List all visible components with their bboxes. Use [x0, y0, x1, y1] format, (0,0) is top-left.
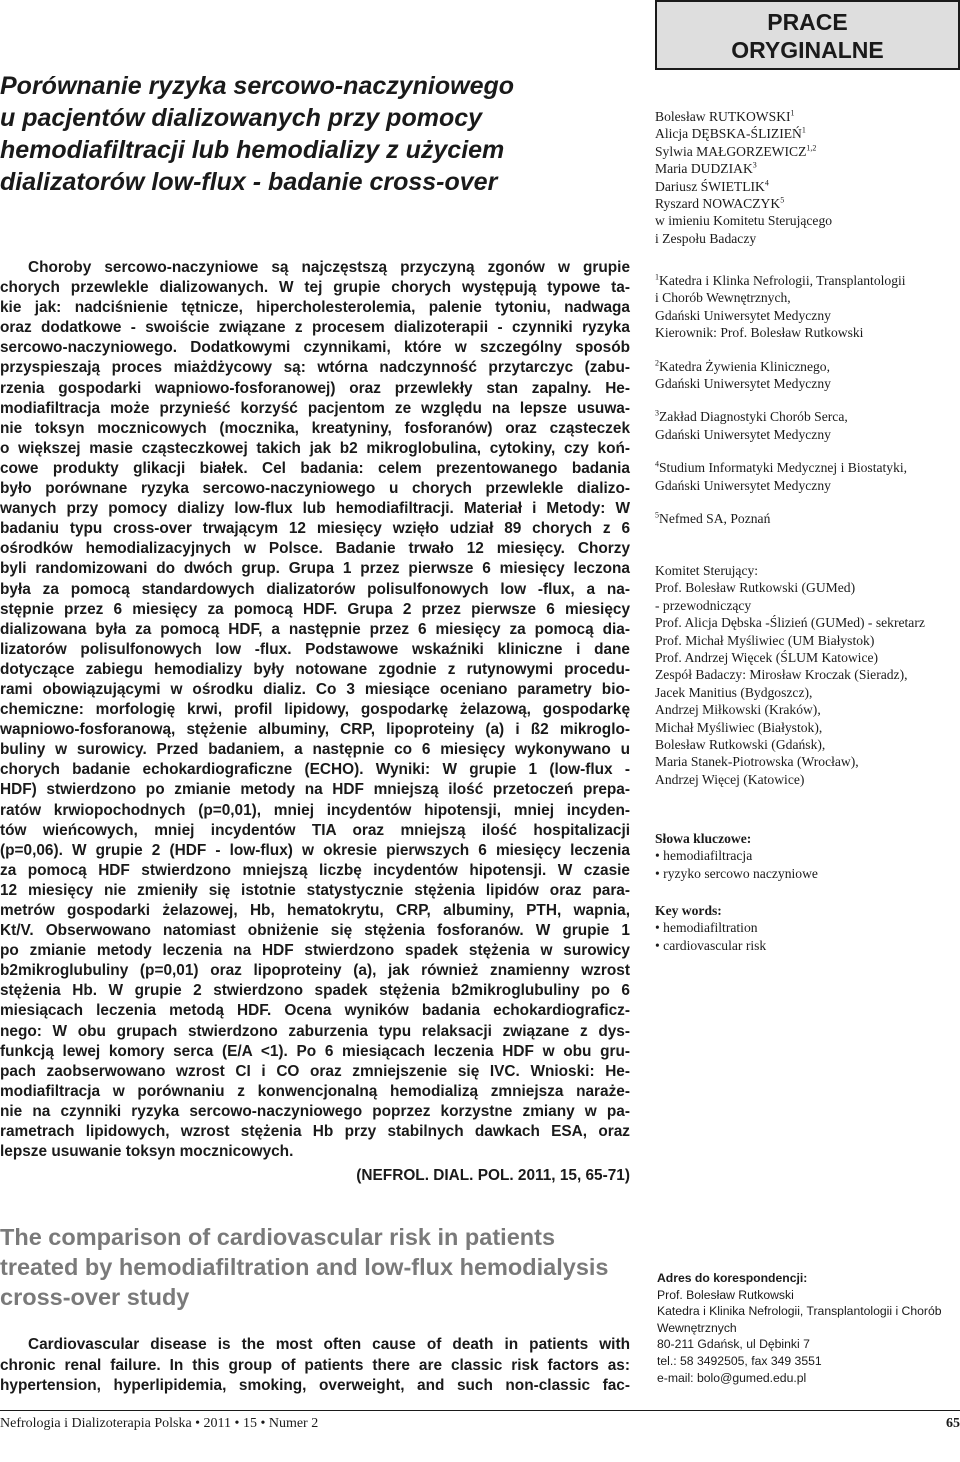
steering-committee [655, 562, 960, 788]
committee-line: Prof. Andrzej Więcek (ŚLUM Katowice) [655, 650, 879, 666]
keywords-polish [655, 830, 960, 882]
abstract-line: Choroby sercowo-naczyniowe są najczęstszą przyczyną zgonów w grupie [28, 259, 630, 276]
affiliation-line [655, 289, 960, 306]
affiliation-text: Gdański Uniwersytet Medyczny [655, 477, 831, 493]
abstract-line: ośrodków hemodializacyjnych w Polsce. Badanie trwało 12 miesięcy. Chorzy [0, 540, 630, 558]
abstract-line: chorych przewlekle dializowanych. W tej grupie chorych występują typowe ta- [0, 279, 630, 297]
author-name: Bolesław RUTKOWSKI [655, 109, 791, 124]
abstract-line: dializowana była za pomocą HDF, a następnie przez 6 miesięcy za pomocą dia- [0, 620, 630, 638]
abstract-line: nie na czynniki ryzyka sercowo-naczyniowego poprzez korzystne zmiany w pa- [0, 1102, 630, 1120]
abstract-line: oraz dodatkowe - swoiście związane z procesem dializoterapii - czynniki ryzyka [0, 319, 630, 337]
abstract-line: stężenia Hb. W grupie 2 stwierdzono spadek stężenia b2mikroglubuliny po 6 [0, 982, 630, 1000]
affiliation-marker: 4 [764, 178, 769, 188]
abstract-line: było porównane ryzyka sercowo-naczyniowego u chorych przewlekle dializo- [0, 480, 630, 498]
affiliation-block [655, 510, 960, 527]
correspondence-line: Katedra i Klinika Nefrologii, Transplantologii i Chorób [657, 1304, 942, 1319]
affiliation-text: Zakład Diagnostyki Chorób Serca, [659, 409, 848, 425]
abstract-line: miesiącach leczenia metodą HDF. Ocena wyników badania echokardiograficz- [0, 1002, 630, 1020]
committee-line: Komitet Sterujący: [655, 563, 759, 578]
abstract-line: chronic renal failure. In this group of patients there are classic risk factors as: [0, 1356, 630, 1374]
affiliation-text: Gdański Uniwersytet Medyczny [655, 307, 831, 323]
affiliation-number: 2 [655, 358, 659, 368]
author-entry [655, 160, 960, 177]
abstract-line: kie jak: nadciśnienie tętnicze, hipercholesterolemia, palenie tytoniu, nadwaga [0, 299, 630, 317]
affiliation-marker: 3 [752, 160, 757, 170]
affiliation-line [655, 307, 960, 324]
abstract-line: 12 miesięcy nie zmieniły się istotnie statystycznie stężenia lipidów oraz para- [0, 881, 630, 899]
abstract-line: po zmianie metody leczenia na HDF stwierdzono spadek stężenia w surowicy [0, 942, 630, 960]
correspondence-email: e-mail: bolo@gumed.edu.pl [657, 1370, 807, 1385]
affiliation-line [655, 426, 960, 443]
abstract-line: była za pomocą standardowych dializatorów polisulfonowych low -flux, a na- [0, 580, 630, 598]
affiliation-text: Studium Informatyki Medycznej i Biostatyki, [659, 460, 908, 476]
affiliation-text: Gdański Uniwersytet Medyczny [655, 426, 831, 442]
section-badge [655, 0, 960, 70]
abstract-line: tów wieńcowych, mniej incydentów TIA oraz mniejszą ilość hospitalizacji [0, 821, 630, 839]
committee-line: - przewodniczący [655, 597, 752, 613]
correspondence-heading: Adres do korespondencji: [657, 1271, 808, 1285]
affiliation-block [655, 459, 960, 494]
committee-line: Andrzej Miłkowski (Kraków), [655, 702, 821, 718]
author-entry [655, 108, 960, 125]
affiliation-line [655, 358, 960, 375]
title-line: hemodiafiltracji lub hemodializy z użyciem [0, 136, 505, 164]
author-name: Sylwia MAŁGORZEWICZ [655, 143, 807, 159]
abstract-line: wapniowo-fosforanową, stężenie albuminy, CRP, lipoproteiny (a) i ß2 mikroglo- [0, 721, 630, 739]
keywords-heading: Słowa kluczowe: [655, 831, 752, 846]
affiliation-number: 5 [655, 510, 659, 520]
affiliation-marker: 1,2 [806, 143, 817, 153]
affiliation-marker: 5 [780, 195, 785, 205]
abstract-line: buliny w surowicy. Przed badaniem, a następnie co 6 miesięcy wykonywano u [0, 741, 630, 759]
abstract-line: funkcją lewej komory serca (E/A <1). Po 6 miesiącach leczenia HDF w obu gru- [0, 1042, 630, 1060]
committee-line: Andrzej Więcej (Katowice) [655, 771, 805, 787]
abstract-line: stępnie przez 6 miesięcy za pomocą HDF. Grupa 2 przez pierwsze 6 miesięcy [0, 600, 630, 618]
affiliation-line [655, 510, 960, 527]
abstract-line: dotyczące zabiegu hemodializy były notowane zgodnie z rutynowymi procedu- [0, 660, 630, 678]
abstract-line: nie toksyn mocznicowych (mocznika, kreatyniny, fosforanów) oraz cząsteczek [0, 419, 630, 437]
abstract-line: o większej masie cząsteczkowej takich jak b2 mikroglobulina, cytokiny, czy koń- [0, 439, 630, 457]
title-line: u pacjentów dializowanych przy pomocy [0, 104, 483, 132]
abstract-line: lepsze usuwanie toksyn mocznicowych. [0, 1143, 294, 1161]
abstract-line: b2mikroglubuliny (p=0,01) oraz lipoproteiny (a), jak również znamienny wzrost [0, 962, 630, 980]
affiliation-text: Gdański Uniwersytet Medyczny [655, 376, 831, 392]
author-entry [655, 230, 960, 247]
author-entry [655, 178, 960, 195]
affiliation-list [655, 272, 960, 543]
abstract-line: Kt/V. Obserwowano natomiast obniżenie się stężenia fosforanów. W grupie 1 [0, 922, 630, 940]
author-entry [655, 125, 960, 142]
abstract-line: chorych badanie echokardiograficzne (ECHO). Wyniki: W grupie 1 (low-flux - [0, 761, 630, 779]
affiliation-line [655, 375, 960, 392]
english-title [0, 1222, 640, 1312]
abstract-line: rami obowiązującymi w ośrodku dializ. Co 3 miesiące oceniano parametry bio- [0, 680, 630, 698]
keywords-heading: Key words: [655, 903, 722, 918]
title-line: Porównanie ryzyka sercowo-naczyniowego [0, 72, 515, 100]
affiliation-block [655, 272, 960, 342]
affiliation-line [655, 459, 960, 476]
author-name: Dariusz ŚWIETLIK [655, 178, 765, 194]
keyword-item: • hemodiafiltration [655, 919, 960, 936]
abstract-line: metrów gospodarki żelazowej, Hb, hematokrytu, CRP, albuminy, PTH, wapnia, [0, 902, 630, 919]
abstract-line: cowe produkty glikacji białek. Cel badania: celem prezentowanego badania [0, 459, 630, 477]
author-name: Alicja DĘBSKA-ŚLIZIEŃ [655, 126, 802, 142]
english-title-line: cross-over study [0, 1284, 190, 1310]
abstract-line: modiafiltracja może przynieść korzyść pacjentom ze względu na lepsze usuwa- [0, 399, 630, 417]
abstract-line: przyspieszają proces miażdżycowy są: wtórna nadczynność przytarczyc (zabu- [0, 359, 630, 377]
abstract-line: Cardiovascular disease is the most often cause of death in patients with [28, 1336, 630, 1353]
abstract-line: nego: W obu grupach stwierdzono zaburzenia typu relaksacji związane z dys- [0, 1022, 630, 1040]
keyword-item: • cardiovascular risk [655, 937, 960, 954]
affiliation-line [655, 272, 960, 289]
abstract-line: chemiczne: morfologię krwi, profil lipidowy, gospodarkę żelazową, gospodarkę [0, 701, 630, 719]
abstract-line: hypertension, hyperlipidemia, smoking, overweight, and such non-classic fac- [0, 1377, 630, 1394]
affiliation-number: 3 [655, 408, 659, 418]
committee-line: Michał Myśliwiec (Białystok), [655, 719, 823, 735]
english-title-line: treated by hemodiafiltration and low-flux hemodialysis [0, 1254, 609, 1280]
committee-line: Zespół Badaczy: Mirosław Kroczak (Sieradz), [655, 667, 908, 683]
abstract-line: (p=0,06). W grupie 2 (HDF - low-flux) w okresie pierwszych 6 miesięcy leczenia [0, 841, 630, 859]
article-title [0, 70, 640, 198]
author-list [655, 108, 960, 247]
abstract-line: modiafiltracja w porównaniu z konwencjonalną hemodializą zmniejsza naraże- [0, 1082, 630, 1100]
abstract-line: pach zaobserwowano wzrost CI i CO oraz zmniejszenie się IVC. Wnioski: He- [0, 1062, 630, 1080]
affiliation-text: i Chorób Wewnętrznych, [655, 290, 791, 306]
abstract-line: HDF) stwierdzono po zmianie metody na HDF mniejszą ilość przetoczeń prepa- [0, 781, 630, 799]
correspondence-line: Wewnętrznych [657, 1320, 737, 1335]
author-name: Maria DUDZIAK [655, 161, 753, 177]
affiliation-text: Kierownik: Prof. Bolesław Rutkowski [655, 325, 864, 341]
committee-line: Prof. Alicja Dębska -Ślizień (GUMed) - sekretarz [655, 615, 925, 631]
affiliation-text: Nefmed SA, Poznań [659, 511, 771, 527]
correspondence-address [657, 1270, 960, 1386]
affiliation-line [655, 408, 960, 425]
affiliation-number: 4 [655, 459, 659, 469]
keyword-item: • hemodiafiltracja [655, 847, 960, 864]
abstract-line: sercowo-naczyniowego. Dodatkowymi czynnikami, które w szczególny sposób [0, 339, 630, 357]
affiliation-number: 1 [655, 272, 659, 282]
affiliation-block [655, 358, 960, 393]
affiliation-marker: 1 [790, 108, 795, 118]
affiliation-line [655, 477, 960, 494]
section-badge-line: ORYGINALNE [731, 37, 884, 63]
abstract-line: wanych przy pomocy dializy low-flux lub hemodiafiltracji. Materiał i Metody: W [0, 500, 630, 518]
section-badge-line: PRACE [767, 9, 848, 35]
footer-divider [0, 1410, 960, 1411]
abstract-english [0, 1335, 630, 1397]
keywords-english [655, 902, 960, 954]
correspondence-line: tel.: 58 3492505, fax 349 3551 [657, 1353, 822, 1368]
committee-line: Maria Stanek-Piotrowska (Wrocław), [655, 754, 859, 770]
english-title-line: The comparison of cardiovascular risk in patients [0, 1224, 556, 1250]
abstract-line: rzenia gospodarki wapniowo-fosforanowej) oraz przewlekły stan zapalny. He- [0, 379, 630, 397]
author-name: i Zespołu Badaczy [655, 230, 757, 246]
author-name: w imieniu Komitetu Sterującego [655, 213, 833, 229]
author-name: Ryszard NOWACZYK [655, 196, 781, 212]
abstract-line: badaniu typu cross-over trwającym 12 miesięcy wzięło udział 89 chorych z 6 [0, 520, 630, 538]
affiliation-block [655, 408, 960, 443]
abstract-line: ratów krwiopochodnych (p=0,01), mniej incydentów hipotensji, mniej incyden- [0, 801, 630, 819]
abstract-line: lizatorów polisulfonowych low -flux. Podstawowe wskaźniki kliniczne i dane [0, 640, 630, 658]
page-number: 65 [946, 1416, 960, 1431]
affiliation-line [655, 324, 960, 341]
affiliation-marker: 1 [801, 125, 806, 135]
abstract-line: byli randomizowani do dwóch grup. Grupa 1 przez pierwsze 6 miesięcy leczona [0, 560, 630, 578]
committee-line: Prof. Bolesław Rutkowski (GUMed) [655, 580, 856, 596]
author-entry [655, 143, 960, 160]
abstract-line: za pomocą HDF stwierdzono mniejszą liczbę incydentów hipotensji. W czasie [0, 861, 630, 879]
affiliation-text: Katedra Żywienia Klinicznego, [659, 358, 830, 374]
footer-journal: Nefrologia i Dializoterapia Polska • 2011 • 15 • Numer 2 [0, 1416, 319, 1431]
affiliation-text: Katedra i Klinka Nefrologii, Transplantologii [659, 273, 906, 288]
abstract-line: rametrach lipidowych, wzrost stężenia Hb przy stabilnych dawkach ESA, oraz [0, 1123, 630, 1141]
title-line: dializatorów low-flux - badanie cross-over [0, 168, 498, 196]
correspondence-line: 80-211 Gdańsk, ul Dębinki 7 [657, 1337, 810, 1352]
committee-line: Prof. Michał Myśliwiec (UM Białystok) [655, 632, 875, 648]
keyword-item: • ryzyko sercowo naczyniowe [655, 865, 960, 882]
author-entry [655, 195, 960, 212]
author-entry [655, 212, 960, 229]
abstract-polish [0, 258, 630, 1162]
committee-line: Jacek Manitius (Bydgoszcz), [655, 684, 813, 700]
correspondence-line: Prof. Bolesław Rutkowski [657, 1287, 794, 1302]
committee-line: Bolesław Rutkowski (Gdańsk), [655, 737, 826, 753]
journal-citation: (NEFROL. DIAL. POL. 2011, 15, 65-71) [356, 1167, 630, 1184]
